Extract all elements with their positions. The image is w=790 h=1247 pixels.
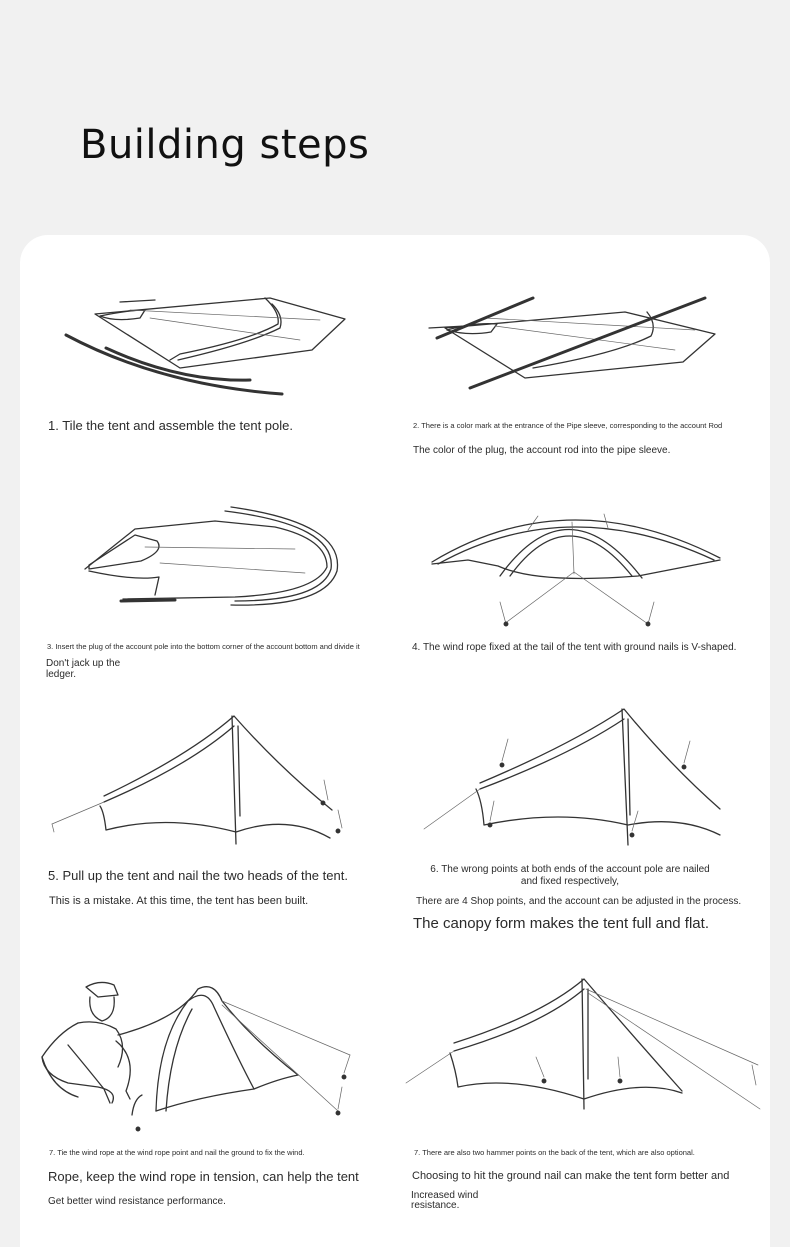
pole-bent-into-corner-illustration	[75, 505, 340, 610]
step-8-caption-a: 7. There are also two hammer points on the back of the tent, which are also optional.	[414, 1148, 695, 1157]
step-6-caption-b: and fixed respectively,	[520, 876, 620, 887]
step-7-caption-b: Rope, keep the wind rope in tension, can help the tent	[48, 1169, 359, 1184]
step-6-caption-a: 6. The wrong points at both ends of the account pole are nailed	[430, 864, 710, 875]
step-3-caption-c: ledger.	[46, 669, 77, 680]
tail-wind-rope-v-shape-illustration	[428, 500, 723, 630]
step-8-caption-c: Increased wind	[411, 1190, 479, 1201]
step-7-caption-c: Get better wind resistance performance.	[48, 1196, 226, 1207]
pole-inserted-into-sleeve-illustration	[425, 290, 735, 400]
tent-corner-points-nailed-illustration	[420, 705, 735, 855]
step-3-caption-a: 3. Insert the plug of the account pole into the bottom corner of the account bottom and divide it	[47, 642, 360, 651]
person-tying-wind-rope-illustration	[38, 979, 368, 1139]
step-6-caption-d: The canopy form makes the tent full and flat.	[413, 915, 709, 932]
step-1-caption: 1. Tile the tent and assemble the tent pole.	[48, 418, 293, 433]
step-8-caption-b: Choosing to hit the ground nail can make the tent form better and	[412, 1170, 730, 1182]
step-6-caption-c: There are 4 Shop points, and the account can be adjusted in the process.	[416, 896, 742, 907]
step-4-caption: 4. The wind rope fixed at the tail of the tent with ground nails is V-shaped.	[412, 642, 737, 653]
tent-laid-flat-with-poles-illustration	[60, 290, 360, 400]
tent-pulled-up-illustration	[48, 712, 358, 857]
step-2-caption-b: The color of the plug, the account rod into the pipe sleeve.	[413, 445, 671, 456]
step-8-caption-d: resistance.	[411, 1200, 460, 1211]
step-5-caption-b: This is a mistake. At this time, the tent has been built.	[49, 895, 309, 907]
step-3-caption-b: Don't jack up the	[46, 658, 121, 669]
step-7-caption-a: 7. Tie the wind rope at the wind rope point and nail the ground to fix the wind.	[49, 1148, 305, 1157]
step-5-caption-a: 5. Pull up the tent and nail the two heads of the tent.	[48, 868, 348, 883]
instructions-card	[20, 235, 770, 1247]
step-2-caption-a: 2. There is a color mark at the entrance of the Pipe sleeve, corresponding to the account Rod	[413, 421, 723, 430]
page-title: Building steps	[80, 122, 370, 168]
back-hammer-points-illustration	[402, 975, 762, 1115]
